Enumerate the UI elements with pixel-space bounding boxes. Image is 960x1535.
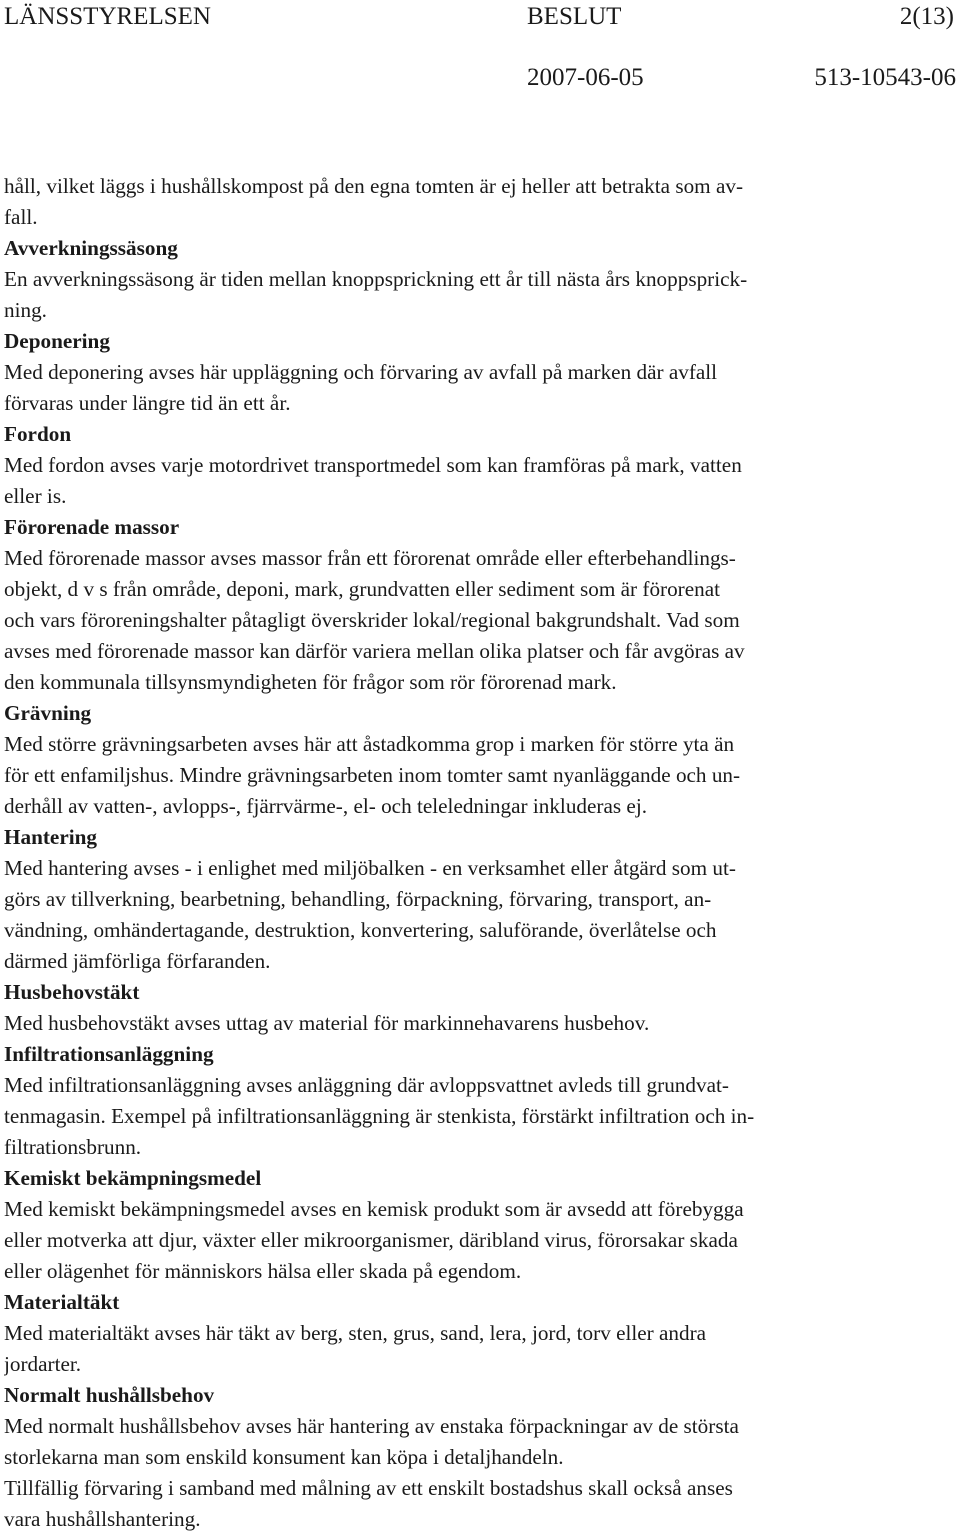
text-line: förvaras under längre tid än ett år.: [4, 391, 291, 415]
definition-heading: Avverkningssäsong: [4, 236, 178, 260]
text-line: Med normalt hushållsbehov avses här hantering av enstaka förpackningar av de största: [4, 1414, 739, 1438]
agency-name: LÄNSSTYRELSEN: [4, 3, 211, 30]
text-line: för ett enfamiljshus. Mindre grävningsarbeten inom tomter samt nyanläggande och un-: [4, 763, 741, 787]
text-line: och vars föroreningshalter påtagligt överskrider lokal/regional bakgrundshalt. Vad som: [4, 608, 740, 632]
text-line: Med större grävningsarbeten avses här att åstadkomma grop i marken för större yta än: [4, 732, 735, 756]
definition-heading: Kemiskt bekämpningsmedel: [4, 1166, 262, 1190]
text-line: görs av tillverkning, bearbetning, behandling, förpackning, förvaring, transport, an-: [4, 887, 712, 911]
text-line: Med infiltrationsanläggning avses anläggning där avloppsvattnet avleds till grundvat-: [4, 1073, 729, 1097]
text-line: Med husbehovstäkt avses uttag av material för markinnehavarens husbehov.: [4, 1011, 650, 1035]
document-body: [4, 171, 944, 1535]
text-line: Med kemiskt bekämpningsmedel avses en kemisk produkt som är avsedd att förebygga: [4, 1197, 744, 1221]
text-line: En avverkningssäsong är tiden mellan knoppsprickning ett år till nästa års knoppsprick-: [4, 267, 748, 291]
document-date: 2007-06-05: [527, 64, 644, 91]
definition-heading: Materialtäkt: [4, 1290, 120, 1314]
text-line: jordarter.: [4, 1352, 82, 1376]
definition-heading: Fordon: [4, 422, 72, 446]
text-line: Tillfällig förvaring i samband med målning av ett enskilt bostadshus skall också anses: [4, 1476, 733, 1500]
definition-heading: Hantering: [4, 825, 97, 849]
text-line: vara hushållshantering.: [4, 1507, 201, 1531]
text-line: eller olägenhet för människors hälsa eller skada på egendom.: [4, 1259, 522, 1283]
definition-heading: Normalt hushållsbehov: [4, 1383, 215, 1407]
text-line: filtrationsbrunn.: [4, 1135, 142, 1159]
page-header: [0, 0, 960, 100]
text-line: håll, vilket läggs i hushållskompost på den egna tomten är ej heller att betrakta som av-: [4, 174, 744, 198]
definition-heading: Husbehovstäkt: [4, 980, 140, 1004]
text-line: Med materialtäkt avses här täkt av berg, sten, grus, sand, lera, jord, torv eller andra: [4, 1321, 707, 1345]
page-number: 2(13): [899, 3, 954, 30]
text-line: objekt, d v s från område, deponi, mark, grundvatten eller sediment som är förorenat: [4, 577, 721, 601]
text-line: vändning, omhändertagande, destruktion, konvertering, saluförande, överlåtelse och: [4, 918, 717, 942]
definition-heading: Deponering: [4, 329, 110, 353]
text-line: eller motverka att djur, växter eller mikroorganismer, däribland virus, förorsakar skada: [4, 1228, 738, 1252]
reference-number: 513-10543-06: [814, 64, 956, 91]
document-type: BESLUT: [527, 3, 622, 30]
text-line: Med deponering avses här uppläggning och förvaring av avfall på marken där avfall: [4, 360, 718, 384]
definition-heading: Grävning: [4, 701, 92, 725]
text-line: avses med förorenade massor kan därför variera mellan olika platser och får avgöras av: [4, 639, 745, 663]
text-line: därmed jämförliga förfaranden.: [4, 949, 271, 973]
text-line: eller is.: [4, 484, 67, 508]
text-line: fall.: [4, 205, 38, 229]
text-line: ning.: [4, 298, 47, 322]
text-line: Med hantering avses - i enlighet med miljöbalken - en verksamhet eller åtgärd som ut-: [4, 856, 736, 880]
text-line: storlekarna man som enskild konsument kan köpa i detaljhandeln.: [4, 1445, 564, 1469]
text-line: derhåll av vatten-, avlopps-, fjärrvärme-, el- och teleledningar inkluderas ej.: [4, 794, 648, 818]
definition-heading: Förorenade massor: [4, 515, 180, 539]
text-line: tenmagasin. Exempel på infiltrationsanläggning är stenkista, förstärkt infiltration och in-: [4, 1104, 755, 1128]
definition-heading: Infiltrationsanläggning: [4, 1042, 214, 1066]
text-line: den kommunala tillsynsmyndigheten för frågor som rör förorenad mark.: [4, 670, 617, 694]
text-line: Med förorenade massor avses massor från ett förorenat område eller efterbehandlings-: [4, 546, 736, 570]
text-line: Med fordon avses varje motordrivet transportmedel som kan framföras på mark, vatten: [4, 453, 742, 477]
